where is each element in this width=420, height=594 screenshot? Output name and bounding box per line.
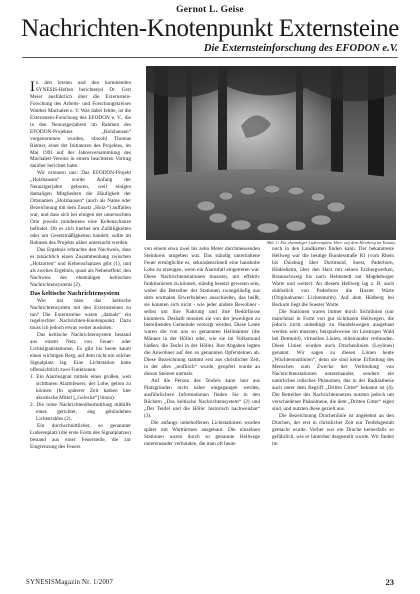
stone-circle-photo (146, 66, 396, 240)
article-column-2 (144, 246, 260, 576)
header-rule (22, 57, 398, 58)
author-name: Gernot L. Geise (176, 5, 244, 15)
body-paragraph: Das Ergebnis erbrachte den Nachweis, dass es tatsächlich einen Zusammenhang zwischen „Holzorten“ und Keltenschanzen gibt (1), und als zweites Ergebnis, quasi als Nebeneffekt, den Nachweis des ehemaligen keltischen Nachrichtensystems (2). (30, 246, 131, 288)
body-paragraph: von einem etwa zwei bis zehn Meter durchmessenden Steinkreis umgeben war. Das ständig unterhaltene Feuer ermöglichte es, sekundenschnell eine haushohe Lohe zu erzeugen, wenn ein Alarmfall eingetreten war. Diese Nachrichtenstationen mussten, um effektiv funktionieren zu können, ständig besetzt gewesen sein, wobei die Betreiber der Stationen zwangsläufig aus dem normalen Erwerbsleben ausschieden, das heißt, sie konnten sich nicht - wie jeder andere Bewohner - selbst um ihre Nahrung und ihre Bedürfnisse kümmern. Deshalb mussten sie von der jeweiligen zu betreibenden Gemeinde versorgt werden. Diese Leute waren die von uns so genannten Hellmänner (die Männer in der Hölle) oder, wie sie im Volksmund hießen: die Teufel in der Hölle). Ihre Abgaben legten die Anwohner auf den so genannten Opfersteinen ab. Diese Bezeichnung stammt erst aus christlicher Zeit, in der alles „teuflisch“ wurde, geopfert wurde an diesen Steinen niemals. (144, 246, 260, 378)
list-item: 1. Ein Alarmsignal mittels eines großen, weit sichtbaren Alarmfeuers, der Lohe, gebon zu können (In späterer Zeit kamen hier akustische Mittel [„Gelocke“] hinzu). (30, 374, 131, 401)
photo-caption: Abb. 1: Ein ehemaliger Luderenplatz. Hier: auf dem Herzberg im Taunus. (266, 240, 396, 245)
body-paragraph: noch in den Landkarten finden kann. Der bekannteste Hellweg war die heutige Bundesstraße B1 (vom Rhein bis Duisburg über Dortmund, Soest, Paderborn, Hildesheim, über den Harz mit seinen Erzbergwerken, Braunschweig bis nach Helmstedt zur Magdeburger Warte und weiter). An diesem Hellweg lag z. B. auch südöstlich von Paderborn die Haxter Warte (Originalname: Lichtenturm). Auf dem Hödberg bei Beckum liegt die Soester Warte. (272, 246, 394, 308)
function-list (30, 374, 131, 423)
article-title: Nachrichten-Knotenpunkt Externsteine (21, 15, 399, 42)
body-paragraph: Die Bezeichnung Drachenlinie ist angelehnt an den Drachen, der erst in christlicher Zeit zur Teufelsgestalt gemacht wurde. Vorher war ein Drache keinesfalls so gefährlich, wie er hinterher dargestellt wurde. Wir finden im (272, 412, 394, 447)
article-photo (146, 66, 396, 240)
body-paragraph: Das keltische Nachrichtensystem bestand aus einem Netz von Feuer- oder Lichtsignalstationen. Es gibt bis heute kaum einen wichtigen Berg, auf dem nicht ein solcher Signalplatz lag. Eine Lichtstation hatte offensichtlich zwei Funktionen: (30, 332, 131, 374)
article-column-3 (272, 246, 394, 576)
magazine-issue: SYNESISMagazin Nr. 1/2007 (26, 579, 114, 586)
body-paragraph: Die anfangs unbeholfenen Lichtstationen wurden später mit Warttürmen ausgebaut. Die einzelnen Stationen waren durch so genannte Hellwege untereinander verbunden, die man oft heute (144, 419, 260, 447)
body-paragraph: Die Stationen waren immer durch Sichtlinien (nur manchmal in Form von gut sichtbaren Hellwegen, die jedoch nicht unbedingt zu Handelswegen ausgebaut werden sein mussten, beispielsweise im Leistruper Wald bei Detmold), virtuellen Linien, miteinander verbunden. Diese Linien wurden auch Drachenlinien (Leylines) genannt. Wir sagen zu diesen Linien heute „Wächtersnutlinien“, denn sie sind keine Erfindung des Menschen zum Zwecke der Verbindung von Nachrichtenstationen untereinander, sondern ein natürliches irdisches Phänomen, das in der Radiästhesie auch unter dem Begriff „Drittes Gitter“ bekannt ist (4). Die Betreiber des Nachrichtennetzes nutzten jedoch um verschiedener Phänomene, die dem „Dritten Gitter“ eigen sind, und nutzten diese gezielt aus. (272, 308, 394, 412)
section-heading: Das keltische Nachrichtensystem (30, 289, 120, 297)
page-number: 23 (385, 577, 394, 587)
list-item: 2. Die reine Nachrichtenübermittlung mithilfe eines gerichtet, eng gebündelten Lichtstrahles (2). (30, 401, 131, 422)
intro-text: n den letzten und den kommenden SYNESIS-Heften berichtet(e) Dr. Gert Meier ausführlich über die Externstein-Forschung des Arbeits- und Forschungskreises Walther Machalett e. V. Was dabei fehlte, ist die Externstein-Forschung des EFODON e. V., die in den Neunzigerjahren im Rahmen des EFODON-Projektes „Holzhausen“ vorgenommen wurden, obwohl Thomas Riemer, einer der Initiatoren des Projektes, im Mai 1991 auf der Jahresversammlung des Machalett-Vereins in einem beachteten Vortrag darüber berichtet hatte. (30, 80, 131, 170)
body-paragraph: Ein durchschnittlicher, so genannter Luderenplatz (die erste Form des Signalplatzes) bestand aus einer Feuerstelle, die zur Eingrenzung des Feuers (30, 422, 131, 450)
drop-cap: I (30, 80, 35, 95)
body-paragraph: Wir erinnern uns: Das EFODON-Projekt „Holzhausen“ wurde Anfang der Neunzigerjahre geboren, weil einigen damaligen Mitgliedern die Häufigkeit der Ortsnamen „Holzhausen“ (auch als Name oder Bezeichnung mit dem Zusatz „Holz-“) auffallen war, und dass sich bei einigen der untersuchten Orte jeweils mindestens eine Keltenschanze befindet. Ob es sich hierbei um Zufälligkeiten oder um Gesetzmäßigkeiten handelt, sollte im Rahmen des Projekts näher untersucht werden. (30, 170, 131, 246)
body-paragraph: Auf die Person des Teufels kann hier aus Platzgründen nicht näher eingegangen werden, ausführlichere Informationen finden Sie in den Büchern „Das keltische Nachrichtensystem“ (2) und „Der Teufel und die Hölle: historisch nachweisbar“ (3). (144, 378, 260, 419)
body-paragraph: Wie hat man das keltische Nachrichtensystem mit den Externsteinen zu tun? Die Externsteine waren „damals“ ein regelrechter Nachrichten-Knotenpunkt. Dazu muss ich jedoch etwas weiter ausholen. (30, 297, 131, 332)
article-column-1 (30, 80, 131, 574)
intro-paragraph (30, 80, 131, 170)
article-subtitle: Die Externsteinforschung des EFODON e.V. (203, 43, 398, 54)
